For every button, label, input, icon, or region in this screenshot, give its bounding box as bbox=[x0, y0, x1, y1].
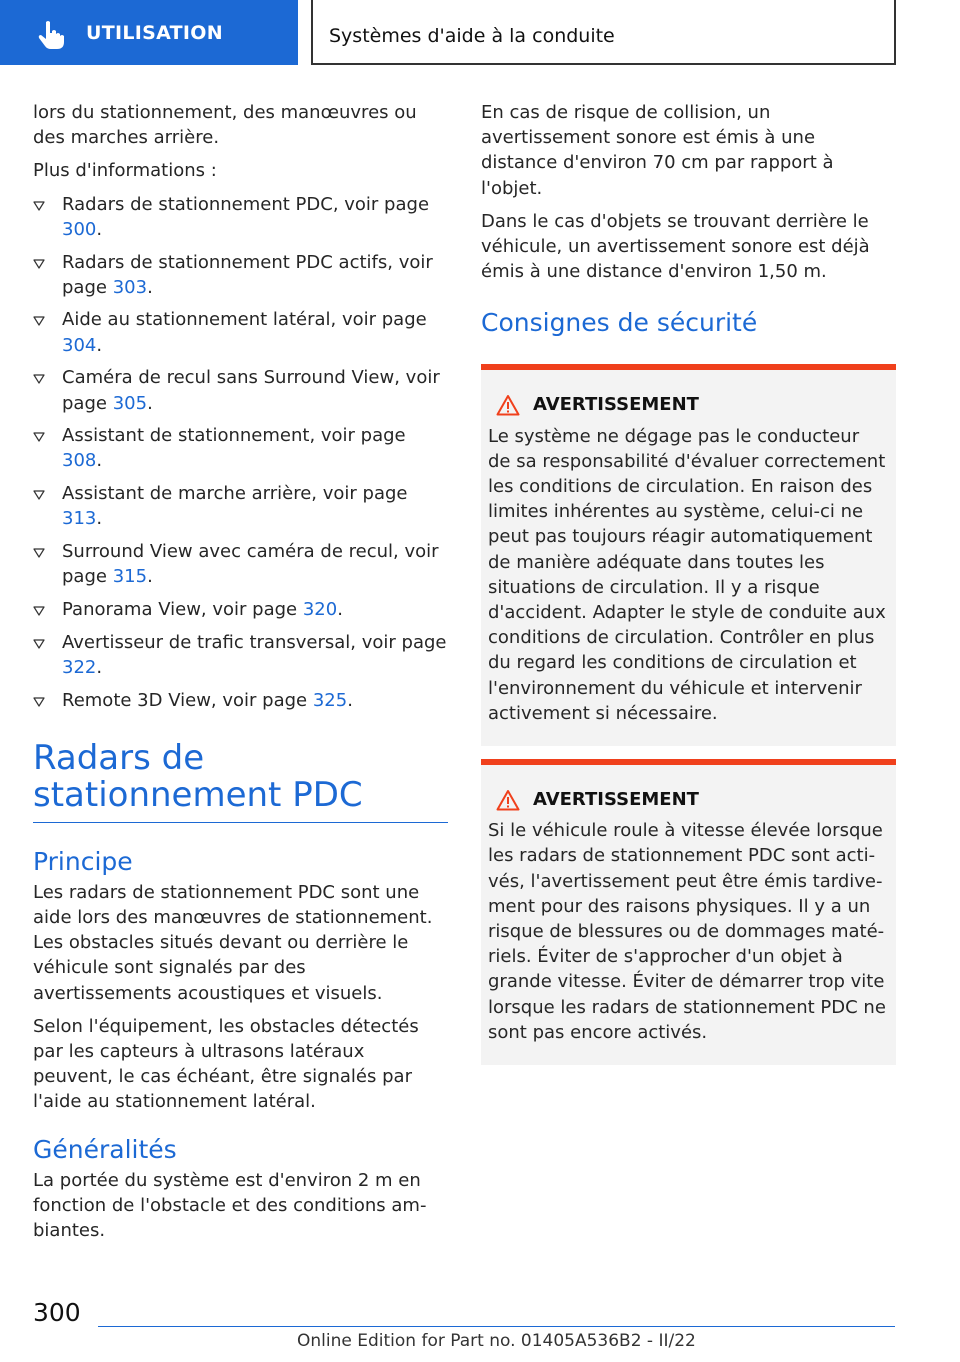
principe-paragraph-1: Les radars de stationnement PDC sont une aide lors des manœuvres de stationnement. Les obstacles situés devant ou derrière le véhicule sont signalés par des avertissements acoustiques et visuels. bbox=[33, 881, 433, 1004]
generalites-heading: Généralités bbox=[33, 1134, 177, 1164]
page-link[interactable]: 320 bbox=[302, 598, 338, 620]
reference-item bbox=[33, 250, 448, 300]
reference-text: Assistant de stationnement, voir page bbox=[62, 425, 406, 447]
page-link[interactable]: 304 bbox=[62, 334, 97, 356]
section-heading: Radars de stationnement PDC bbox=[33, 740, 448, 823]
intro-paragraph: lors du stationnement, des manœuvres ou des marches arrière. bbox=[33, 102, 417, 149]
page-link[interactable]: 322 bbox=[62, 656, 97, 678]
triangle-bullet-icon bbox=[33, 432, 45, 442]
reference-item bbox=[33, 192, 448, 242]
reference-text: Remote 3D View, voir page bbox=[62, 689, 308, 711]
page-link[interactable]: 300 bbox=[62, 218, 97, 240]
warning-label: AVERTISSEMENT bbox=[533, 789, 699, 811]
reference-text: Caméra de recul sans Surround View, voir page bbox=[62, 367, 440, 414]
more-info-label: Plus d'informations : bbox=[33, 160, 217, 182]
reference-text: Surround View avec caméra de recul, voir page bbox=[62, 541, 439, 588]
collision-paragraph: En cas de risque de collision, un avertissement sonore est émis à une distance d'environ 70 cm par rapport à l'objet. bbox=[481, 102, 834, 199]
triangle-bullet-icon bbox=[33, 639, 45, 649]
page-link[interactable]: 308 bbox=[62, 450, 97, 472]
warning-text: Si le véhicule roule à vitesse élevée lorsque les radars de stationnement PDC sont activés, l'avertissement peut être émis tardivement pour des raisons physiques. Il y a un risque de blessures ou de dommages matériels. Éviter de s'approcher d'un objet à grande vitesse. Éviter de démarrer trop vite lorsque les radars de stationnement PDC ne sont pas encore activés. bbox=[488, 820, 886, 1043]
page-link[interactable]: 313 bbox=[62, 508, 97, 530]
reference-suffix: . bbox=[147, 276, 153, 298]
page-link[interactable]: 303 bbox=[112, 276, 148, 298]
reference-item bbox=[33, 688, 448, 713]
reference-text: Panorama View, voir page bbox=[62, 598, 298, 620]
triangle-bullet-icon bbox=[33, 259, 45, 269]
reference-suffix: . bbox=[147, 566, 153, 588]
page-link[interactable]: 315 bbox=[112, 566, 148, 588]
triangle-bullet-icon bbox=[33, 490, 45, 500]
page-link[interactable]: 325 bbox=[312, 689, 348, 711]
triangle-bullet-icon bbox=[33, 316, 45, 326]
reference-item bbox=[33, 597, 448, 622]
triangle-bullet-icon bbox=[33, 374, 45, 384]
reference-item bbox=[33, 630, 448, 680]
rear-objects-paragraph: Dans le cas d'objets se trouvant derrière le véhicule, un avertissement sonore est déjà émis à une distance d'environ 1,50 m. bbox=[481, 210, 870, 283]
warning-text: Le système ne dégage pas le conducteur de sa responsabilité d'évaluer correctement les conditions de circulation. En raison des limites inhérentes au système, celui-ci ne peut pas toujours réagir automatiquement de manière adéquate dans toutes les situations de circulation. Il y a risque d'accident. Adapter le style de conduite aux conditions de circulation. Contrôler en plus du regard les conditions de circulation et l'environnement du véhicule et intervenir activement si nécessaire. bbox=[488, 425, 886, 724]
reference-suffix: . bbox=[96, 218, 103, 240]
warning-triangle-icon bbox=[496, 394, 520, 416]
reference-item bbox=[33, 365, 448, 415]
reference-item bbox=[33, 307, 448, 357]
page-link[interactable]: 305 bbox=[112, 392, 148, 414]
warning-label: AVERTISSEMENT bbox=[533, 394, 699, 416]
generalites-paragraph: La portée du système est d'environ 2 m en fonction de l'obstacle et des conditions ambiantes. bbox=[33, 1169, 427, 1241]
reference-text: Avertisseur de trafic transversal, voir page bbox=[62, 631, 447, 653]
left-column bbox=[33, 100, 448, 1251]
triangle-bullet-icon bbox=[33, 201, 45, 211]
reference-text: Assistant de marche arrière, voir page bbox=[62, 483, 408, 505]
reference-suffix: . bbox=[347, 689, 353, 711]
reference-text: Aide au stationnement latéral, voir page bbox=[62, 309, 427, 331]
triangle-bullet-icon bbox=[33, 697, 45, 707]
reference-item bbox=[33, 539, 448, 589]
reference-suffix: . bbox=[147, 392, 153, 414]
reference-suffix: . bbox=[96, 450, 103, 472]
chapter-title: Systèmes d'aide à la conduite bbox=[329, 25, 615, 47]
warning-triangle-icon bbox=[496, 789, 520, 811]
reference-text: Radars de stationnement PDC actifs, voir page bbox=[62, 251, 433, 298]
hand-pointer-icon bbox=[34, 18, 68, 52]
warning-box bbox=[481, 364, 896, 746]
warning-box bbox=[481, 759, 896, 1065]
footer-divider bbox=[98, 1326, 895, 1327]
reference-item bbox=[33, 423, 448, 473]
chapter-header bbox=[311, 0, 896, 65]
right-column bbox=[481, 100, 896, 1065]
section-tab[interactable] bbox=[0, 0, 298, 65]
reference-suffix: . bbox=[96, 508, 103, 530]
triangle-bullet-icon bbox=[33, 606, 45, 616]
reference-text: Radars de stationnement PDC, voir page bbox=[62, 193, 430, 215]
reference-suffix: . bbox=[96, 334, 103, 356]
principe-heading: Principe bbox=[33, 846, 133, 876]
reference-list bbox=[33, 192, 448, 713]
page-number: 300 bbox=[33, 1298, 81, 1327]
edition-text: Online Edition for Part no. 01405A536B2 - II/22 bbox=[297, 1331, 696, 1351]
reference-suffix: . bbox=[337, 598, 343, 620]
section-label: UTILISATION bbox=[86, 22, 223, 44]
reference-item bbox=[33, 481, 448, 531]
triangle-bullet-icon bbox=[33, 548, 45, 558]
reference-suffix: . bbox=[96, 656, 103, 678]
principe-paragraph-2: Selon l'équipement, les obstacles détectés par les capteurs à ultrasons latéraux peuvent, le cas échéant, être signalés par l'aide au stationnement latéral. bbox=[33, 1015, 419, 1113]
safety-heading: Consignes de sécurité bbox=[481, 308, 758, 338]
